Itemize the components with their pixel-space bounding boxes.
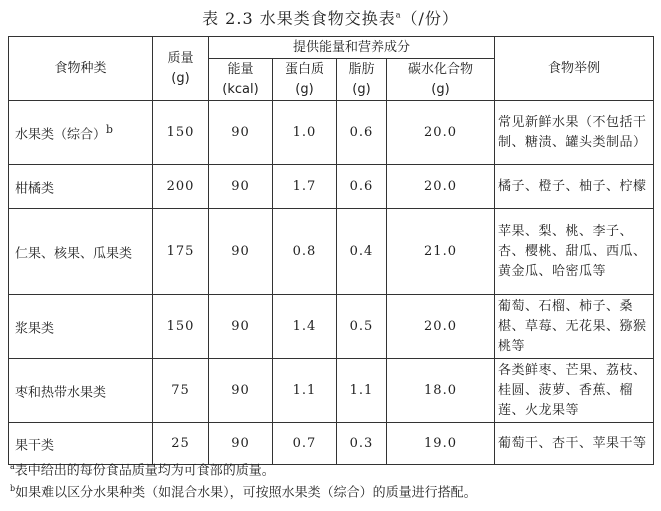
row-mass: 150 — [153, 101, 209, 165]
row-examples: 葡萄、石榴、柿子、桑椹、草莓、无花果、猕猴桃等 — [495, 295, 654, 359]
table-title: 表 2.3 水果类食物交换表$^a$（/份） — [202, 9, 459, 28]
row-protein: 0.7 — [273, 423, 337, 465]
header-energy: 能量 (kcal) — [209, 59, 273, 101]
row-examples: 各类鲜枣、芒果、荔枝、桂圆、菠萝、香蕉、榴莲、火龙果等 — [495, 359, 654, 423]
row-carb: 20.0 — [387, 101, 495, 165]
row-protein: 1.7 — [273, 165, 337, 209]
row-food-name: 浆果类 — [9, 295, 153, 359]
row-mass: 175 — [153, 209, 209, 295]
row-energy: 90 — [209, 165, 273, 209]
row-examples: 常见新鲜水果（不包括干制、糖渍、罐头类制品） — [495, 101, 654, 165]
fruit-exchange-table — [8, 36, 654, 465]
row-energy: 90 — [209, 101, 273, 165]
row-fat: 0.4 — [337, 209, 387, 295]
row-protein: 0.8 — [273, 209, 337, 295]
row-examples: 橘子、橙子、柚子、柠檬 — [495, 165, 654, 209]
row-fat: 1.1 — [337, 359, 387, 423]
row-carb: 20.0 — [387, 165, 495, 209]
row-fat: 0.6 — [337, 165, 387, 209]
row-mass: 25 — [153, 423, 209, 465]
header-protein: 蛋白质 (g) — [273, 59, 337, 101]
table-row — [9, 359, 654, 423]
title-footnote-mark: a — [395, 10, 402, 20]
row-fat: 0.5 — [337, 295, 387, 359]
table-row — [9, 165, 654, 209]
row-fat: 0.3 — [337, 423, 387, 465]
row-carb: 20.0 — [387, 295, 495, 359]
footnote-b: $^b$如果难以区分水果种类（如混合水果），可按照水果类（综合）的质量进行搭配。 — [10, 484, 477, 501]
row-carb: 18.0 — [387, 359, 495, 423]
header-carbohydrate: 碳水化合物 (g) — [387, 59, 495, 101]
row-protein: 1.4 — [273, 295, 337, 359]
row-energy: 90 — [209, 295, 273, 359]
row-food-name: 枣和热带水果类 — [9, 359, 153, 423]
header-fat: 脂肪 (g) — [337, 59, 387, 101]
row-mass: 75 — [153, 359, 209, 423]
table-row — [9, 209, 654, 295]
row-energy: 90 — [209, 209, 273, 295]
row-energy: 90 — [209, 423, 273, 465]
header-examples: 食物举例 — [495, 37, 654, 101]
row-food-name: 水果类（综合）$^b$ — [9, 101, 153, 165]
row-food-name: 果干类 — [9, 423, 153, 465]
row-food-name: 柑橘类 — [9, 165, 153, 209]
row-protein: 1.1 — [273, 359, 337, 423]
row-examples: 苹果、梨、桃、李子、杏、樱桃、甜瓜、西瓜、黄金瓜、哈密瓜等 — [495, 209, 654, 295]
footnote-a: $^a$表中给出的每份食品质量均为可食部的质量。 — [10, 462, 275, 479]
row-mass: 200 — [153, 165, 209, 209]
header-energy-nutrients: 提供能量和营养成分 — [209, 37, 495, 59]
row-protein: 1.0 — [273, 101, 337, 165]
row-fat: 0.6 — [337, 101, 387, 165]
row-food-name: 仁果、核果、瓜果类 — [9, 209, 153, 295]
table-row — [9, 295, 654, 359]
header-mass: 质量 (g) — [153, 37, 209, 101]
row-mass: 150 — [153, 295, 209, 359]
header-food-type: 食物种类 — [9, 37, 153, 101]
row-carb: 19.0 — [387, 423, 495, 465]
row-carb: 21.0 — [387, 209, 495, 295]
row-energy: 90 — [209, 359, 273, 423]
row-examples: 葡萄干、杏干、苹果干等 — [495, 423, 654, 465]
table-row — [9, 101, 654, 165]
